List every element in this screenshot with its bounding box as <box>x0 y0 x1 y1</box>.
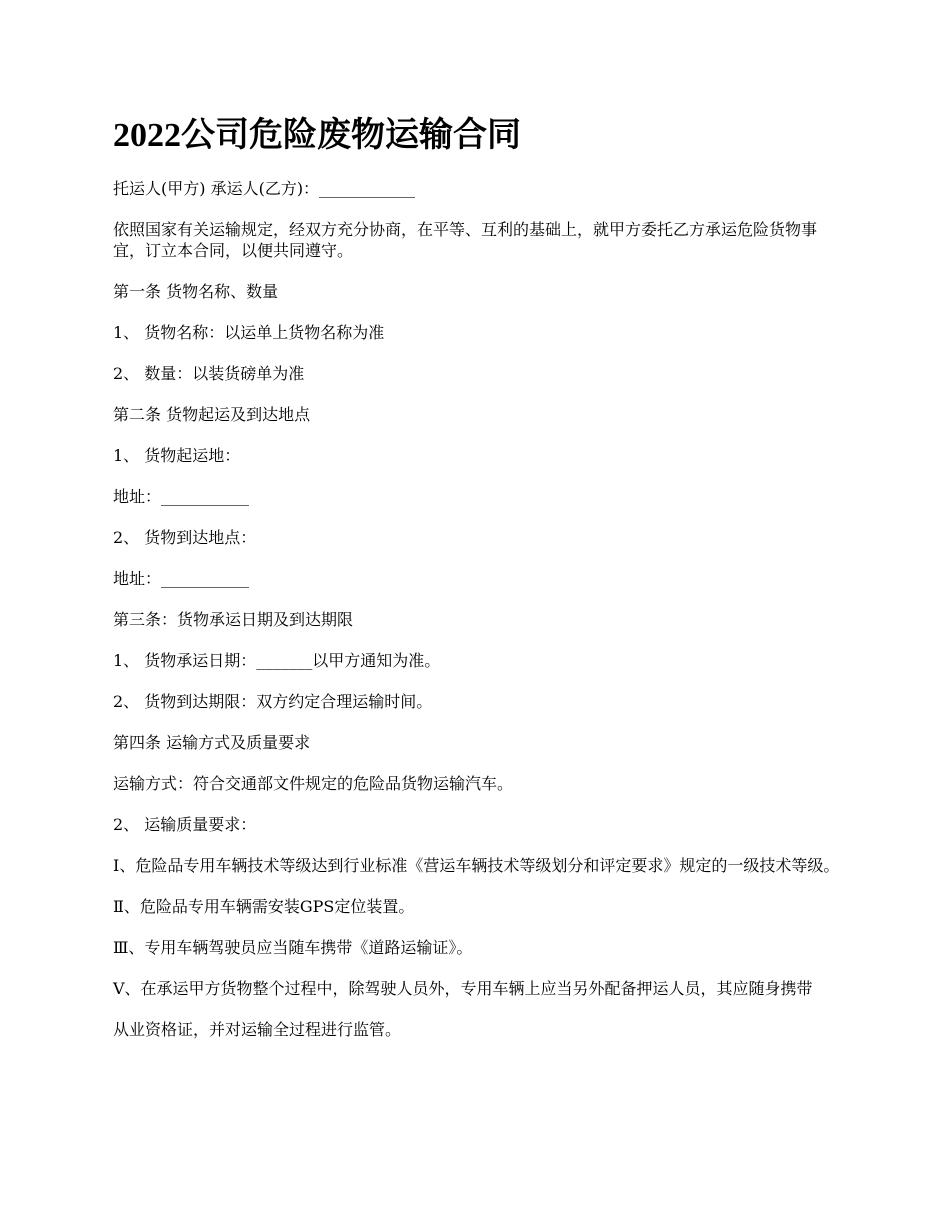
article-4-item-2: 2、 运输质量要求： <box>113 815 257 834</box>
article-3-item-2: 2、 货物到达期限：双方约定合理运输时间。 <box>113 692 433 711</box>
destination-address-line: 地址：___________ <box>113 569 250 588</box>
requirement-5-continuation: 从业资格证，并对运输全过程进行监管。 <box>113 1020 402 1039</box>
preamble-paragraph: 依照国家有关运输规定，经双方充分协商，在平等、互利的基础上，就甲方委托乙方承运危险货物事宜，订立本合同，以便共同遵守。 <box>113 220 818 260</box>
article-2-heading: 第二条 货物起运及到达地点 <box>113 405 311 424</box>
article-1-item-1: 1、 货物名称：以运单上货物名称为准 <box>113 323 385 342</box>
transport-method-line: 运输方式：符合交通部文件规定的危险品货物运输汽车。 <box>113 774 514 793</box>
origin-address-line: 地址：___________ <box>113 487 250 506</box>
article-3-heading: 第三条：货物承运日期及到达期限 <box>113 610 354 629</box>
requirement-1: I、危险品专用车辆技术等级达到行业标准《营运车辆技术等级划分和评定要求》规定的一级技术等级。 <box>113 856 840 875</box>
requirement-2: Ⅱ、危险品专用车辆需安装GPS定位装置。 <box>113 897 415 916</box>
article-1-heading: 第一条 货物名称、数量 <box>113 282 279 301</box>
document-title: 2022公司危险废物运输合同 <box>113 117 521 154</box>
article-2-item-2: 2、 货物到达地点： <box>113 528 257 547</box>
article-4-heading: 第四条 运输方式及质量要求 <box>113 733 311 752</box>
requirement-3: Ⅲ、专用车辆驾驶员应当随车携带《道路运输证》。 <box>113 938 473 957</box>
article-2-item-1: 1、 货物起运地： <box>113 446 241 465</box>
article-1-item-2: 2、 数量：以装货磅单为准 <box>113 364 305 383</box>
document-body <box>113 112 841 1060</box>
party-line: 托运人(甲方) 承运人(乙方)：____________ <box>113 179 416 198</box>
requirement-5: V、在承运甲方货物整个过程中，除驾驶人员外，专用车辆上应当另外配备押运人员，其应随身携带 <box>113 979 813 998</box>
article-3-item-1: 1、 货物承运日期：_______以甲方通知为准。 <box>113 651 441 670</box>
